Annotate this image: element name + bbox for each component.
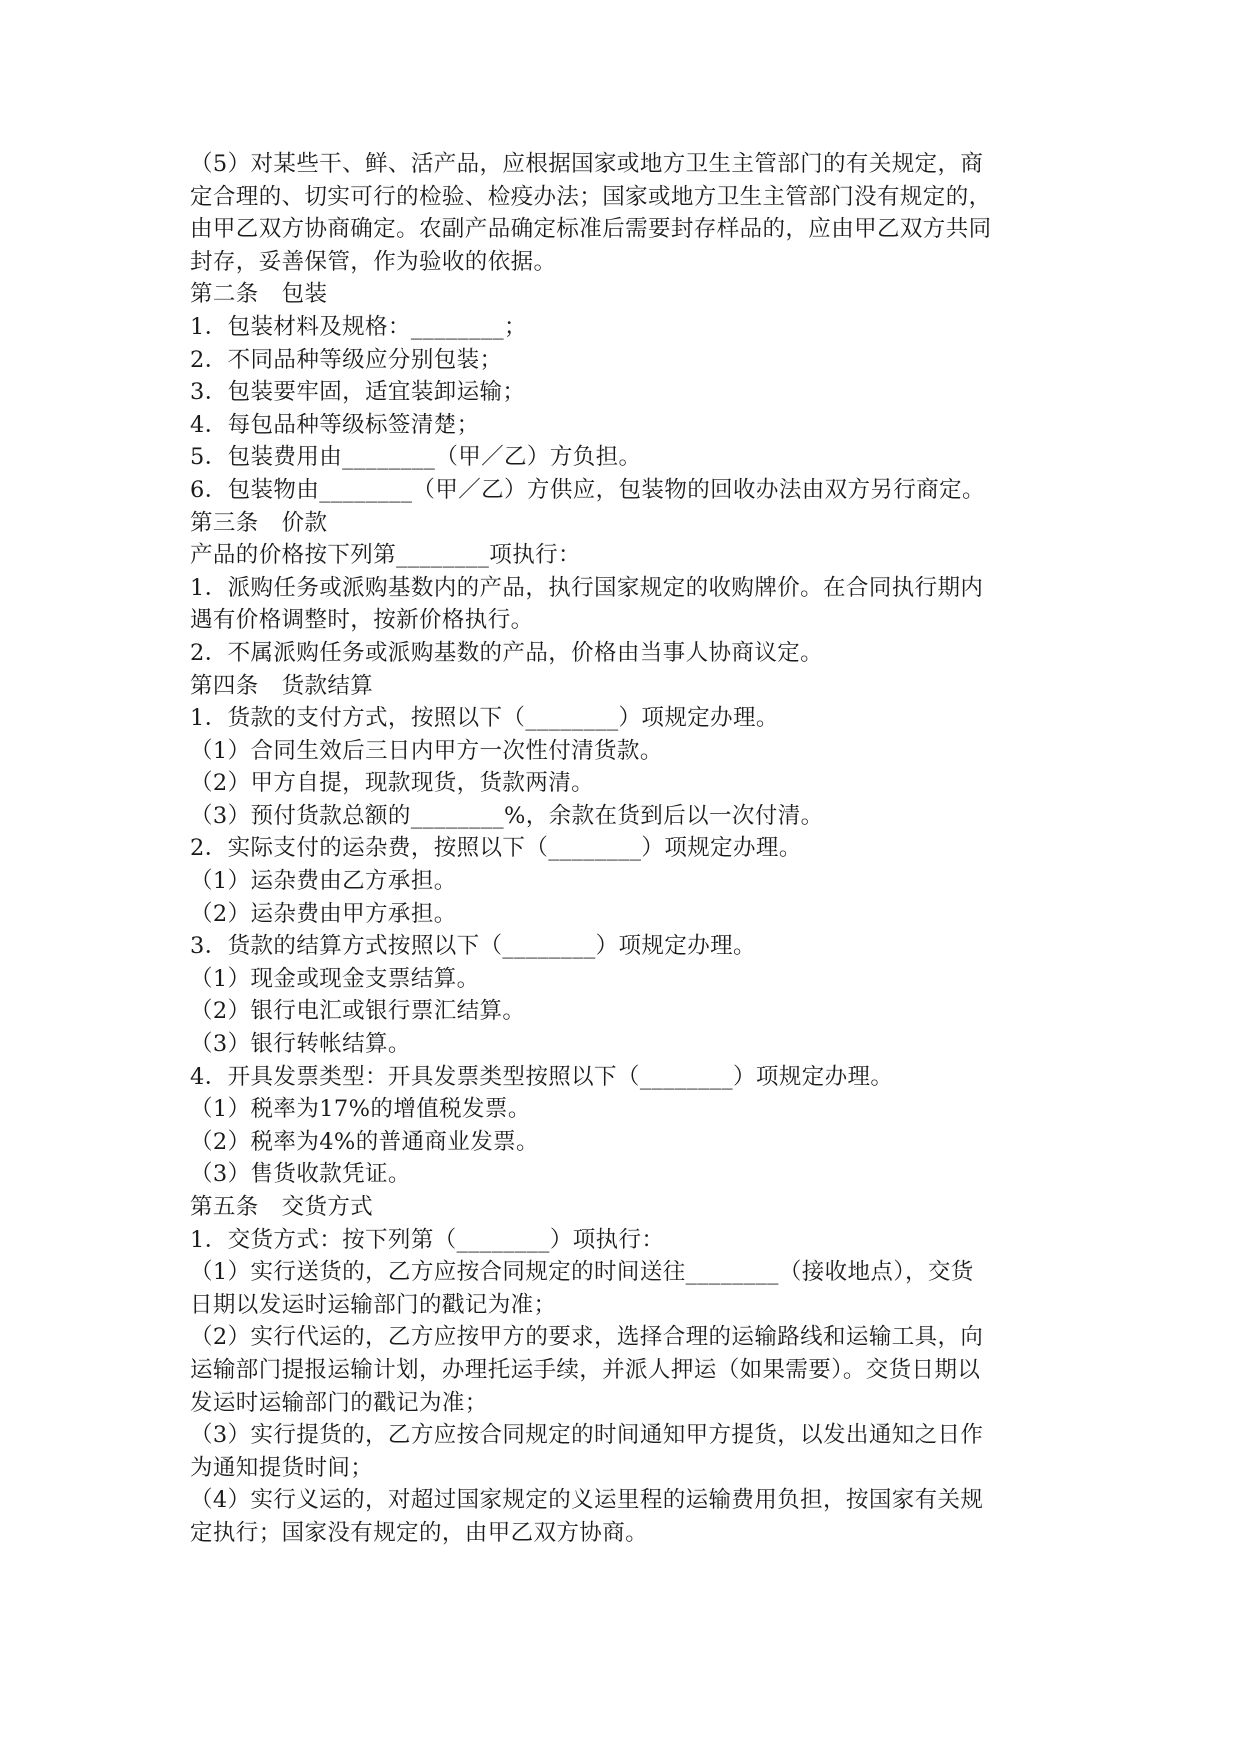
text-line: 发运时运输部门的戳记为准； <box>190 1389 488 1416</box>
text-line: 定执行；国家没有规定的，由甲乙双方协商。 <box>190 1519 649 1546</box>
text-line: 2．实际支付的运杂费，按照以下（________）项规定办理。 <box>190 835 802 862</box>
text-line: （1）运杂费由乙方承担。 <box>190 868 457 895</box>
text-line: （3）售货收款凭证。 <box>190 1161 411 1188</box>
text-line: 4．开具发票类型：开具发票类型按照以下（________）项规定办理。 <box>190 1063 894 1090</box>
text-line: 1．派购任务或派购基数内的产品，执行国家规定的收购牌价。在合同执行期内 <box>190 574 984 601</box>
document-page <box>190 148 1070 1550</box>
text-line: 3．货款的结算方式按照以下（________）项规定办理。 <box>190 933 756 960</box>
text-line: 1．包装材料及规格：________； <box>190 313 527 340</box>
text-line: （5）对某些干、鲜、活产品，应根据国家或地方卫生主管部门的有关规定，商 <box>190 151 984 177</box>
text-line: 3．包装要牢固，适宜装卸运输； <box>190 379 526 406</box>
text-line: 定合理的、切实可行的检验、检疫办法；国家或地方卫生主管部门没有规定的， <box>190 183 992 210</box>
text-line: （3）实行提货的，乙方应按合同规定的时间通知甲方提货，以发出通知之日作 <box>190 1422 984 1449</box>
text-line: （1）合同生效后三日内甲方一次性付清货款。 <box>190 737 663 764</box>
text-line: 1．货款的支付方式，按照以下（________）项规定办理。 <box>190 705 779 732</box>
text-line: 遇有价格调整时，按新价格执行。 <box>190 607 534 634</box>
text-line: 6．包装物由________（甲／乙）方供应，包装物的回收办法由双方另行商定。 <box>190 476 985 503</box>
section-heading: 第三条 价款 <box>190 509 328 536</box>
text-line: 为通知提货时间； <box>190 1454 374 1481</box>
section-heading: 第五条 交货方式 <box>190 1194 374 1220</box>
text-line: （2）银行电汇或银行票汇结算。 <box>190 998 526 1025</box>
text-line: 日期以发运时运输部门的戳记为准； <box>190 1291 557 1318</box>
section-heading: 第四条 货款结算 <box>190 672 374 699</box>
text-line: （3）银行转帐结算。 <box>190 1031 411 1058</box>
text-line: 1．交货方式：按下列第（________）项执行： <box>190 1226 665 1253</box>
text-line: 封存，妥善保管，作为验收的依据。 <box>190 248 557 275</box>
text-line: 产品的价格按下列第________项执行： <box>190 542 581 569</box>
text-line: （1）税率为17%的增值税发票。 <box>190 1096 531 1123</box>
text-line: （3）预付货款总额的________%，余款在货到后以一次付清。 <box>190 802 824 829</box>
text-line: 由甲乙双方协商确定。农副产品确定标准后需要封存样品的，应由甲乙双方共同 <box>190 216 992 243</box>
text-line: （2）甲方自提，现款现货，货款两清。 <box>190 770 595 797</box>
text-line: 2．不属派购任务或派购基数的产品，价格由当事人协商议定。 <box>190 639 824 666</box>
text-line: （2）运杂费由甲方承担。 <box>190 900 457 927</box>
text-line: 2．不同品种等级应分别包装； <box>190 346 503 373</box>
text-line: （1）现金或现金支票结算。 <box>190 965 480 992</box>
text-line: 4．每包品种等级标签清楚； <box>190 411 480 438</box>
text-line: （2）实行代运的，乙方应按甲方的要求，选择合理的运输路线和运输工具，向 <box>190 1324 984 1351</box>
section-heading: 第二条 包装 <box>190 281 328 308</box>
text-line: （1）实行送货的，乙方应按合同规定的时间送往________（接收地点），交货 <box>190 1259 974 1286</box>
text-line: （4）实行义运的，对超过国家规定的义运里程的运输费用负担，按国家有关规 <box>190 1487 984 1514</box>
text-line: （2）税率为4%的普通商业发票。 <box>190 1128 539 1155</box>
text-line: 运输部门提报运输计划，办理托运手续，并派人押运（如果需要）。交货日期以 <box>190 1356 981 1383</box>
text-line: 5．包装费用由________（甲／乙）方负担。 <box>190 444 642 471</box>
